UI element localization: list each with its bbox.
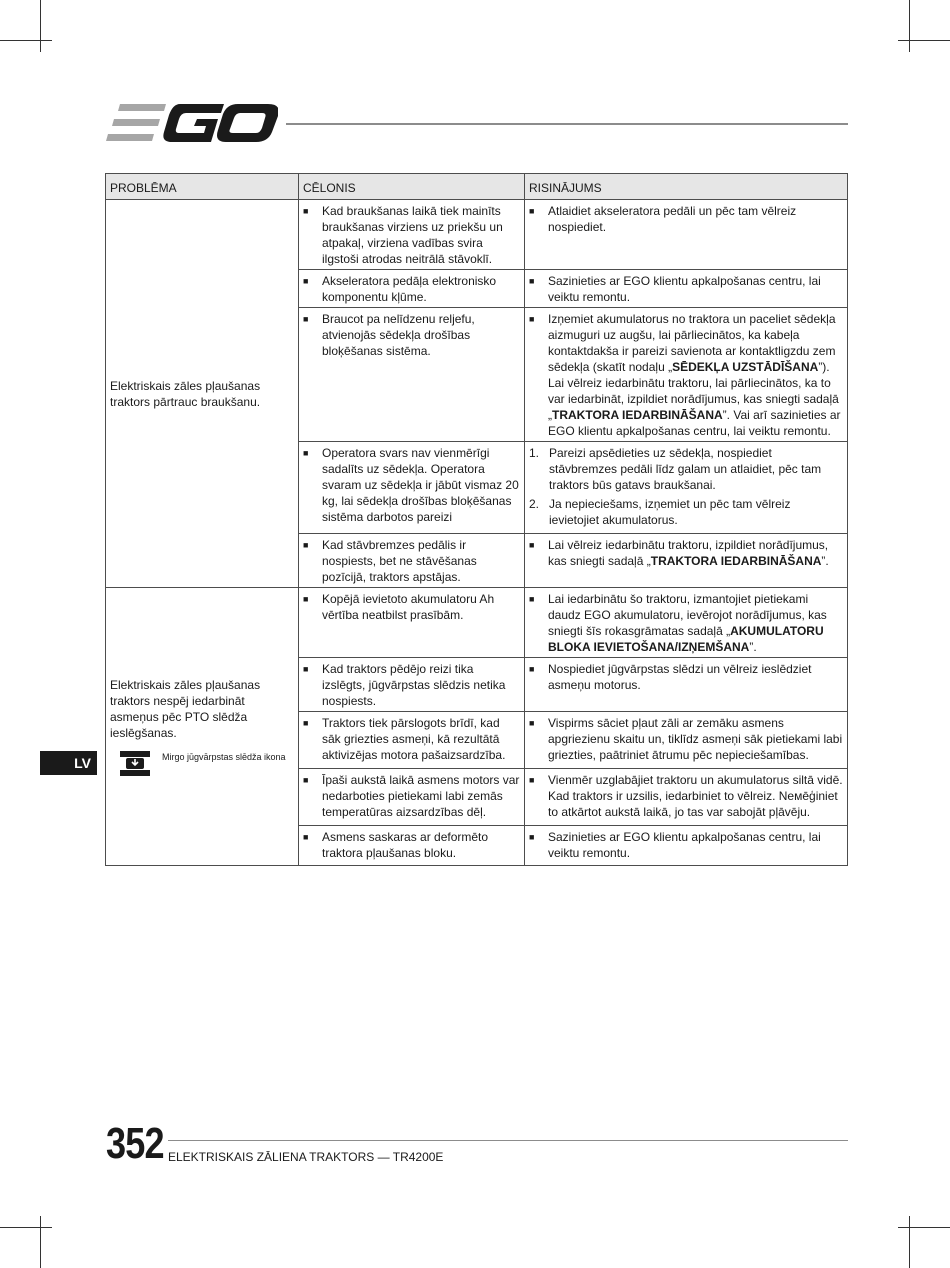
- solution-text: Vispirms sāciet pļaut zāli ar zemāku asmens apgriezienu skaitu un, tiklīdz asmeņi sāk pietiekami labi griezties, paātriniet ātrumu pēc nepieciešamības.: [548, 716, 843, 762]
- cause-text: Operatora svars nav vienmērīgi sadalīts uz sēdekļa. Operatora svaram uz sēdekļa ir jābūt vismaz 20 kg, lai sēdekļa drošības bloķēšanas sistēma darbotos pareizi: [322, 446, 519, 524]
- cause-cell: [299, 658, 525, 712]
- solution-cell: [525, 534, 848, 588]
- cause-cell: [299, 270, 525, 308]
- cause-cell: [299, 200, 525, 270]
- bullet-icon: ■: [303, 832, 309, 842]
- cause-cell: [299, 826, 525, 866]
- problem-cell: [106, 200, 299, 588]
- cause-text: Traktors tiek pārslogots brīdī, kad sāk griezties asmeņi, kā rezultātā aktivizējas motora pašaizsardzība.: [322, 716, 506, 762]
- pto-icon-caption: Mirgo jūgvārpstas slēdža ikona: [162, 751, 286, 762]
- crop-mark: [898, 1227, 950, 1228]
- solution-cell: [525, 769, 848, 826]
- ego-logo: [106, 102, 278, 144]
- bullet-icon: ■: [303, 775, 309, 785]
- bullet-icon: ■: [529, 314, 535, 324]
- bullet-icon: ■: [529, 276, 535, 286]
- table-header-row: [106, 174, 848, 200]
- bullet-icon: ■: [529, 206, 535, 216]
- cause-cell: [299, 308, 525, 442]
- solution-cell: [525, 658, 848, 712]
- solution-cell: [525, 270, 848, 308]
- solution-text: Vienmēr uzglabājiet traktoru un akumulatorus siltā vidē. Kad traktors ir uzsilis, iedarbiniet to vēlreiz. Neмēģiniet to atkārtot aukstā laikā, jo tas var sabojāt pļāvēju.: [548, 773, 843, 819]
- crop-mark: [898, 40, 950, 41]
- numbered-step: 2. Ja nepieciešams, izņemiet un pēc tam vēlreiz ievietojiet akumulatorus.: [529, 497, 791, 527]
- bullet-icon: ■: [529, 540, 535, 550]
- solution-text: Izņemiet akumulatorus no traktora un paceliet sēdekļa aizmuguri uz augšu, lai pārliecinātos, ka kabeļa kontaktdakša ir pareizi savienota ar kontaktligzdu zem sēdekļa (skatīt nodaļu „SĒDEKĻA UZSTĀDĪŠANA”). Lai vēlreiz iedarbinātu traktoru, lai pārliecinātos, ka to var iedarbināt, izpildiet norādījumus, kas sniegti sadaļā „TRAKTORA IEDARBINĀŠANA”. Vai arī sazinieties ar EGO klientu apkalpošanas centru, lai veiktu remontu.: [548, 312, 841, 438]
- solution-text: Nospiediet jūgvārpstas slēdzi un vēlreiz ieslēdziet asmeņu motorus.: [548, 662, 812, 692]
- bullet-icon: ■: [303, 314, 309, 324]
- cause-text: Īpaši aukstā laikā asmens motors var nedarboties pietiekami labi zemās temperatūras aizsardzības dēļ.: [322, 773, 520, 819]
- cause-text: Kad traktors pēdējo reizi tika izslēgts, jūgvārpstas slēdzis netika nospiests.: [322, 662, 506, 708]
- problem-cell: [106, 588, 299, 866]
- pto-icon-legend: [110, 751, 294, 777]
- solution-text: Atlaidiet akseleratora pedāli un pēc tam vēlreiz nospiediet.: [548, 204, 797, 234]
- table-row: [106, 200, 848, 270]
- bullet-icon: ■: [529, 718, 535, 728]
- cause-text: Braucot pa nelīdzenu reljefu, atvienojās sēdekļa drošības bloķēšanas sistēma.: [322, 312, 475, 358]
- troubleshooting-table: [105, 173, 848, 866]
- cause-text: Akseleratora pedāļa elektronisko komponentu kļūme.: [322, 274, 497, 304]
- crop-mark: [40, 1216, 41, 1268]
- solution-text: Sazinieties ar EGO klientu apkalpošanas centru, lai veiktu remontu.: [548, 830, 821, 860]
- crop-mark: [909, 1216, 910, 1268]
- crop-mark: [0, 40, 52, 41]
- cause-cell: [299, 769, 525, 826]
- bullet-icon: ■: [303, 448, 309, 458]
- cause-cell: [299, 712, 525, 769]
- bullet-icon: ■: [303, 276, 309, 286]
- bullet-icon: ■: [529, 664, 535, 674]
- cause-text: Kad stāvbremzes pedālis ir nospiests, bet ne stāvēšanas pozīcijā, traktors apstājas.: [322, 538, 477, 584]
- bullet-icon: ■: [303, 594, 309, 604]
- pto-switch-icon: [120, 751, 150, 777]
- header-rule: [286, 123, 848, 125]
- table-row: [106, 588, 848, 658]
- footer-title: ELEKTRISKAIS ZĀLIENA TRAKTORS — TR4200E: [168, 1150, 444, 1164]
- column-header-cause: CĒLONIS: [299, 174, 525, 200]
- column-header-solution: RISINĀJUMS: [525, 174, 848, 200]
- crop-mark: [40, 0, 41, 52]
- cause-cell: [299, 588, 525, 658]
- bullet-icon: ■: [303, 206, 309, 216]
- cause-text: Kad braukšanas laikā tiek mainīts braukšanas virziens uz priekšu un atpakaļ, virziena vadības svira ilgstoši atrodas neitrālā stāvoklī.: [322, 204, 503, 266]
- cause-cell: [299, 442, 525, 534]
- cause-cell: [299, 534, 525, 588]
- footer-rule: [168, 1140, 848, 1141]
- solution-cell: [525, 442, 848, 534]
- bullet-icon: ■: [529, 775, 535, 785]
- language-tab: LV: [40, 751, 97, 775]
- bullet-icon: ■: [303, 664, 309, 674]
- solution-cell: [525, 712, 848, 769]
- problem-text: Elektriskais zāles pļaušanas traktors nespēj iedarbināt asmeņus pēc PTO slēdža ieslēgšanas.: [110, 677, 261, 740]
- cause-text: Kopējā ievietoto akumulatoru Ah vērtība neatbilst prasībām.: [322, 592, 495, 622]
- bullet-icon: ■: [303, 718, 309, 728]
- solution-text: Lai iedarbinātu šo traktoru, izmantojiet pietiekami daudz EGO akumulatoru, ievērojot norādījumus, kas sniegti šīs rokasgrāmatas sadaļā „AKUMULATORU BLOKA IEVIETOŠANA/IZŅEMŠANA”.: [548, 592, 827, 654]
- solution-cell: [525, 308, 848, 442]
- problem-text: Elektriskais zāles pļaušanas traktors pārtrauc braukšanu.: [110, 378, 261, 409]
- cause-text: Asmens saskaras ar deformēto traktora pļaušanas bloku.: [322, 830, 489, 860]
- bullet-icon: ■: [529, 594, 535, 604]
- crop-mark: [0, 1227, 52, 1228]
- crop-mark: [909, 0, 910, 52]
- solution-cell: [525, 588, 848, 658]
- page-number: 352: [106, 1119, 164, 1168]
- solution-cell: [525, 200, 848, 270]
- solution-text: Lai vēlreiz iedarbinātu traktoru, izpildiet norādījumus, kas sniegti sadaļā „TRAKTORA IEDARBINĀŠANA”.: [548, 538, 829, 568]
- numbered-step: 1. Pareizi apsēdieties uz sēdekļa, nospiediet stāvbremzes pedāli līdz galam un atlaidiet, pēc tam traktors būs gatavs braukšanai.: [529, 446, 822, 492]
- bullet-icon: ■: [529, 832, 535, 842]
- column-header-problem: PROBLĒMA: [106, 174, 299, 200]
- solution-text: Sazinieties ar EGO klientu apkalpošanas centru, lai veiktu remontu.: [548, 274, 821, 304]
- bullet-icon: ■: [303, 540, 309, 550]
- solution-cell: [525, 826, 848, 866]
